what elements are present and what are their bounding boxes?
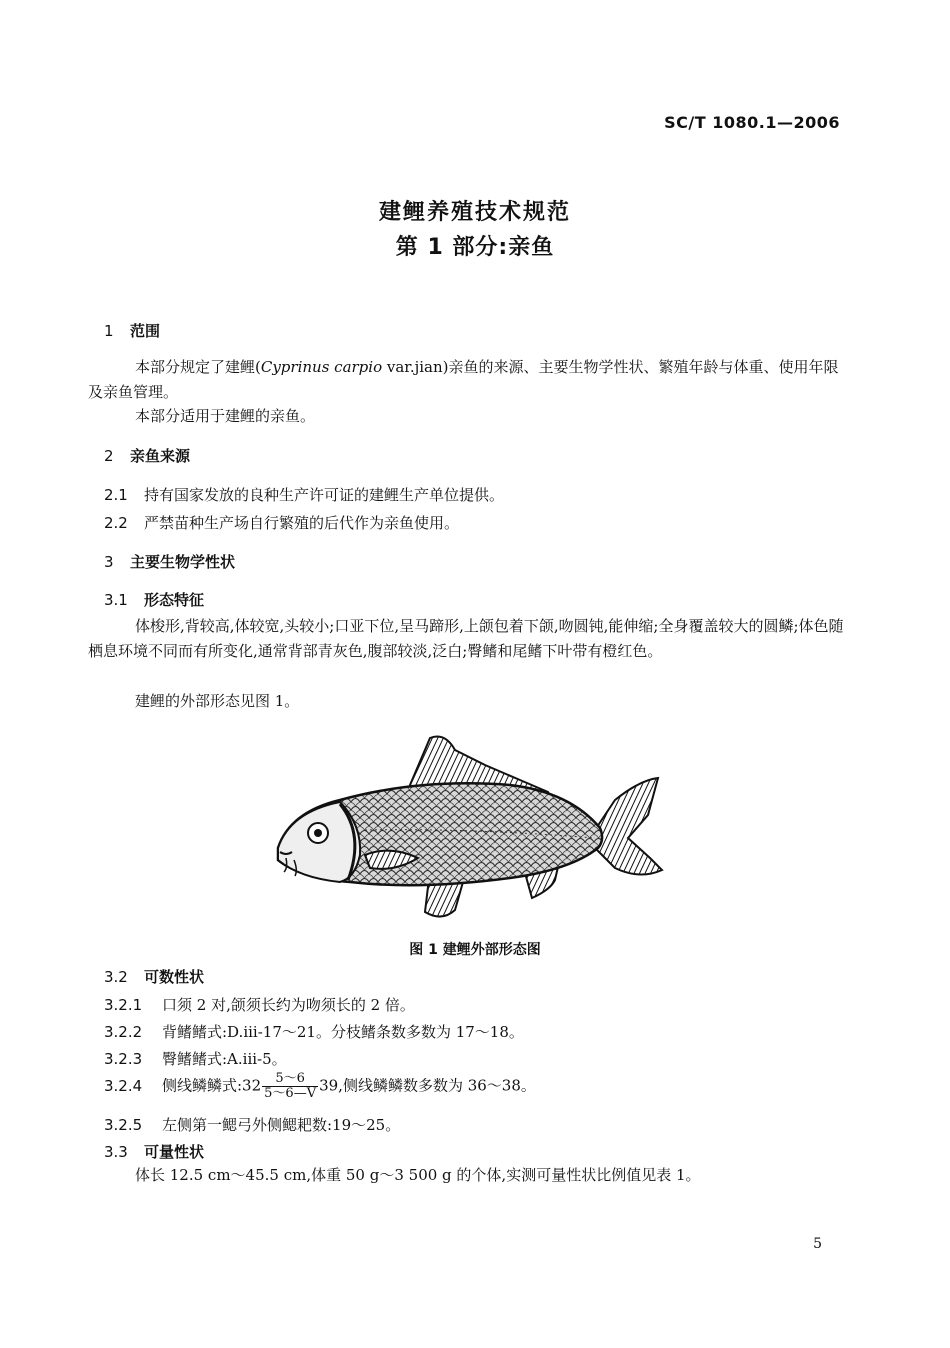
subsection-3-2-heading: 3.2 可数性状: [104, 968, 205, 986]
clause-2-1: 2.1 持有国家发放的良种生产许可证的建鲤生产单位提供。: [104, 486, 505, 504]
page-number: 5: [813, 1236, 822, 1252]
caudal-fin: [595, 778, 662, 875]
section-3-heading: [104, 551, 235, 572]
section-title: 范围: [130, 322, 161, 340]
section-1-paragraph-1: 本部分规定了建鲤(Cyprinus carpio var.jian)亲鱼的来源、主要生物学性状、繁殖年龄与体重、使用年限及亲鱼管理。: [88, 358, 839, 401]
clause-3-2-5: 3.2.5 左侧第一鳃弓外侧鳃耙数:19～25。: [104, 1116, 401, 1134]
clause-3-2-2: 3.2.2 背鳍鳍式:D.iii-17～21。分枝鳍条数多数为 17～18。: [104, 1023, 524, 1041]
section-1-heading: [104, 320, 160, 341]
clause-3-2-1: 3.2.1 口须 2 对,颌须长约为吻须长的 2 倍。: [104, 996, 415, 1014]
measurable-traits-paragraph: 体长 12.5 cm～45.5 cm,体重 50 g～3 500 g 的个体,实测可量性状比例值见表 1。: [135, 1166, 701, 1184]
document-subtitle: 第 1 部分:亲鱼: [395, 235, 555, 260]
clause-3-2-4: 3.2.4 侧线鳞鳞式:32 $\frac{5\sim 6}{5\sim 6—V}$ 39,侧线鳞鳞数多数为 36～38。: [104, 1071, 536, 1101]
clause-3-2-3: 3.2.3 臀鳍鳍式:A.iii-5。: [104, 1050, 287, 1068]
section-number: 1: [104, 322, 114, 340]
section-number: 3: [104, 553, 114, 571]
section-title: 主要生物学性状: [130, 553, 236, 571]
morphology-paragraph: 体梭形,背较高,体较宽,头较小;口亚下位,呈马蹄形,上颌包着下颌,吻圆钝,能伸缩;全身覆盖较大的圆鳞;体色随栖息环境不同而有所变化,通常背部青灰色,腹部较淡,泛白;臀鳍和尾鳍下叶带有橙红色。: [88, 617, 844, 660]
scale-formula-fraction: $\frac{5\sim 6}{5\sim 6—V}$: [264, 1071, 317, 1101]
section-number: 2: [104, 447, 114, 465]
carp-illustration: [270, 730, 670, 925]
section-2-heading: [104, 445, 190, 466]
standard-number: SC/T 1080.1—2006: [664, 113, 840, 132]
clause-2-2: 2.2 严禁苗种生产场自行繁殖的后代作为亲鱼使用。: [104, 514, 460, 532]
latin-name: Cyprinus carpio: [260, 358, 383, 376]
section-1-paragraph-2: 本部分适用于建鲤的亲鱼。: [135, 407, 316, 425]
figure-reference: 建鲤的外部形态见图 1。: [135, 692, 300, 710]
subsection-3-1-heading: 3.1 形态特征: [104, 591, 205, 609]
figure-caption: 图 1 建鲤外部形态图: [409, 942, 541, 958]
section-title: 亲鱼来源: [130, 447, 191, 465]
document-title: 建鲤养殖技术规范: [378, 200, 571, 225]
subsection-3-3-heading: 3.3 可量性状: [104, 1143, 205, 1161]
